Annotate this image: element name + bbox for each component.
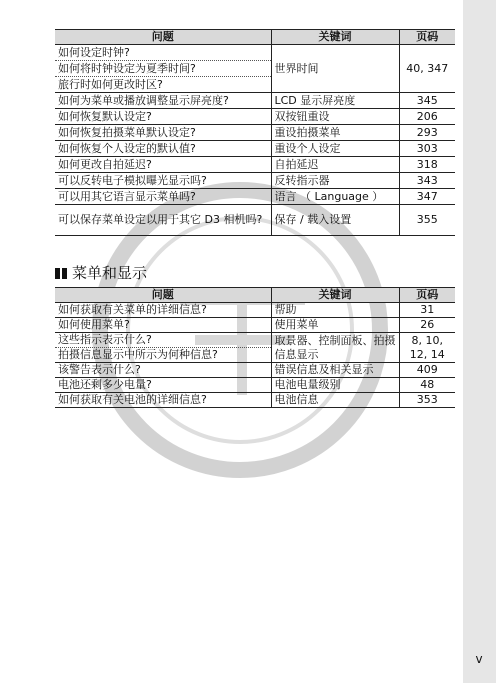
faq-table-menus	[55, 287, 455, 408]
question-cell: 如何获取有关电池的详细信息?	[55, 393, 271, 408]
keyword-cell: 保存 / 载入设置	[271, 205, 399, 236]
header-page: 页码	[399, 288, 455, 303]
table-row	[55, 318, 455, 333]
question-cell: 如何恢复默认设定?	[55, 109, 271, 125]
keyword-cell: 世界时间	[271, 45, 399, 93]
page-cell: 26	[399, 318, 455, 333]
question-cell: 如何将时钟设定为夏季时间?	[55, 61, 271, 77]
keyword-cell: 电池信息	[271, 393, 399, 408]
header-question: 问题	[55, 288, 271, 303]
table-row	[55, 333, 455, 348]
table-row	[55, 125, 455, 141]
question-cell: 如何恢复拍摄菜单默认设定?	[55, 125, 271, 141]
page-cell: 48	[399, 378, 455, 393]
header-keyword: 关键词	[271, 30, 399, 45]
table-row	[55, 189, 455, 205]
question-cell: 如何为菜单或播放调整显示屏亮度?	[55, 93, 271, 109]
keyword-cell: 自拍延迟	[271, 157, 399, 173]
question-cell: 如何获取有关菜单的详细信息?	[55, 303, 271, 318]
table-row	[55, 93, 455, 109]
question-cell: 如何使用菜单?	[55, 318, 271, 333]
page-cell: 353	[399, 393, 455, 408]
keyword-cell: 语言 （ Language ）	[271, 189, 399, 205]
table-row	[55, 393, 455, 408]
header-question: 问题	[55, 30, 271, 45]
page-cell: 8, 10, 12, 14	[399, 333, 455, 363]
section-marker-icon	[55, 268, 67, 279]
faq-table-settings	[55, 29, 455, 236]
keyword-cell: LCD 显示屏亮度	[271, 93, 399, 109]
page-cell: 345	[399, 93, 455, 109]
keyword-cell: 反转指示器	[271, 173, 399, 189]
page-cell: 355	[399, 205, 455, 236]
question-cell: 如何更改自拍延迟?	[55, 157, 271, 173]
table-row	[55, 378, 455, 393]
table-header	[55, 288, 455, 303]
page-cell: 318	[399, 157, 455, 173]
table-row	[55, 157, 455, 173]
keyword-cell: 重设个人设定	[271, 141, 399, 157]
page-cell: 31	[399, 303, 455, 318]
keyword-cell: 错误信息及相关显示	[271, 363, 399, 378]
side-tab-strip	[463, 0, 496, 683]
table-row	[55, 109, 455, 125]
question-cell: 拍摄信息显示中所示为何种信息?	[55, 348, 271, 363]
question-cell: 如何恢复个人设定的默认值?	[55, 141, 271, 157]
keyword-cell: 双按钮重设	[271, 109, 399, 125]
question-cell: 可以用其它语言显示菜单吗?	[55, 189, 271, 205]
table-row	[55, 173, 455, 189]
table-row	[55, 45, 455, 61]
table-header	[55, 30, 455, 45]
keyword-cell: 电池电量级别	[271, 378, 399, 393]
page-cell: 40, 347	[399, 45, 455, 93]
keyword-cell: 帮助	[271, 303, 399, 318]
table-row	[55, 363, 455, 378]
question-cell: 该警告表示什么?	[55, 363, 271, 378]
section-title: 菜单和显示	[72, 264, 148, 282]
page-cell: 347	[399, 189, 455, 205]
page-number: v	[475, 652, 483, 666]
page-cell: 343	[399, 173, 455, 189]
question-cell: 这些指示表示什么?	[55, 333, 271, 348]
header-keyword: 关键词	[271, 288, 399, 303]
question-cell: 可以反转电子模拟曝光显示吗?	[55, 173, 271, 189]
question-cell: 如何设定时钟?	[55, 45, 271, 61]
page-cell: 303	[399, 141, 455, 157]
table-row	[55, 303, 455, 318]
question-cell: 旅行时如何更改时区?	[55, 77, 271, 93]
table-row	[55, 205, 455, 236]
page-cell: 409	[399, 363, 455, 378]
page-cell: 293	[399, 125, 455, 141]
header-page: 页码	[399, 30, 455, 45]
page-cell: 206	[399, 109, 455, 125]
keyword-cell: 重设拍摄菜单	[271, 125, 399, 141]
keyword-cell: 使用菜单	[271, 318, 399, 333]
question-cell: 电池还剩多少电量?	[55, 378, 271, 393]
keyword-cell: 取景器、控制面板、拍摄信息显示	[271, 333, 399, 363]
table-row	[55, 141, 455, 157]
question-cell: 可以保存菜单设定以用于其它 D3 相机吗?	[55, 205, 271, 236]
section-heading	[55, 264, 147, 282]
